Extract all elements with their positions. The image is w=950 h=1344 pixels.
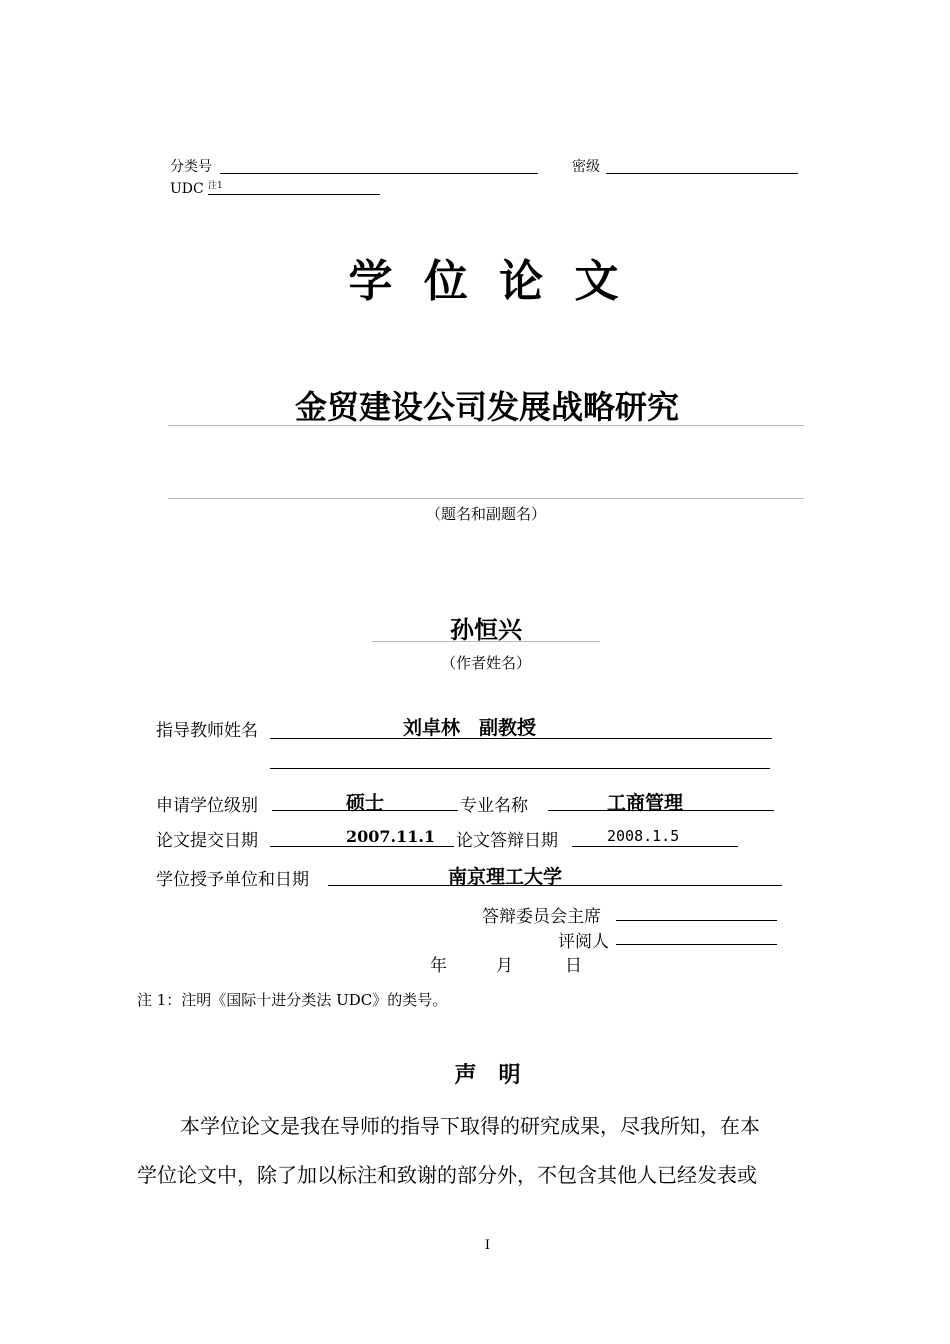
advisor-blank	[270, 738, 772, 739]
committee-chair-label: 答辩委员会主席	[482, 907, 601, 927]
declaration-line-2: 学位论文中，除了加以标注和致谢的部分外，不包含其他人已经发表或	[137, 1163, 757, 1187]
defense-date-blank	[572, 846, 738, 847]
submit-date-blank	[270, 846, 454, 847]
major-label: 专业名称	[460, 796, 528, 816]
grantor-value: 南京理工大学	[448, 866, 563, 888]
defense-date-label: 论文答辩日期	[456, 831, 558, 851]
date-year-label: 年	[430, 956, 447, 976]
udc-note-marker: 注1	[208, 181, 223, 191]
author-caption: （作者姓名）	[440, 654, 531, 672]
secret-level-blank	[606, 173, 798, 174]
degree-level-blank	[272, 810, 458, 811]
title-caption: （题名和副题名）	[425, 505, 546, 523]
major-value: 工商管理	[607, 792, 684, 814]
thesis-title: 金贸建设公司发展战略研究	[294, 388, 679, 426]
date-month-label: 月	[496, 956, 513, 976]
degree-level-label: 申请学位级别	[156, 796, 258, 816]
reviewer-blank	[616, 944, 777, 945]
declaration-heading: 声 明	[454, 1063, 521, 1088]
udc-blank	[208, 194, 380, 195]
reviewer-label: 评阅人	[558, 932, 609, 952]
subtitle-underline	[168, 498, 804, 499]
author-underline	[372, 641, 600, 642]
title-underline	[168, 425, 804, 426]
document-type-title: 学 位 论 文	[348, 256, 627, 307]
footnote: 注 1：注明《国际十进分类法 UDC》的类号。	[137, 991, 448, 1009]
declaration-line-1: 本学位论文是我在导师的指导下取得的研究成果，尽我所知，在本	[180, 1114, 760, 1138]
grantor-label: 学位授予单位和日期	[156, 870, 309, 890]
committee-chair-blank	[616, 920, 777, 921]
classification-label: 分类号	[170, 159, 212, 175]
advisor-label: 指导教师姓名	[156, 721, 258, 741]
classification-blank	[220, 173, 538, 174]
udc-label: UDC	[170, 181, 204, 197]
degree-level-value: 硕士	[346, 792, 385, 814]
advisor-value: 刘卓林 副教授	[403, 717, 537, 739]
date-day-label: 日	[565, 956, 582, 976]
major-blank	[548, 810, 774, 811]
secret-level-label: 密级	[572, 159, 600, 175]
page-number: I	[484, 1238, 491, 1253]
defense-date-value: 2008.1.5	[607, 827, 680, 845]
grantor-blank	[328, 885, 782, 886]
advisor-extra-blank	[270, 768, 770, 769]
submit-date-value: 2007.11.1	[346, 827, 436, 846]
author-name: 孙恒兴	[450, 616, 522, 644]
submit-date-label: 论文提交日期	[156, 831, 258, 851]
